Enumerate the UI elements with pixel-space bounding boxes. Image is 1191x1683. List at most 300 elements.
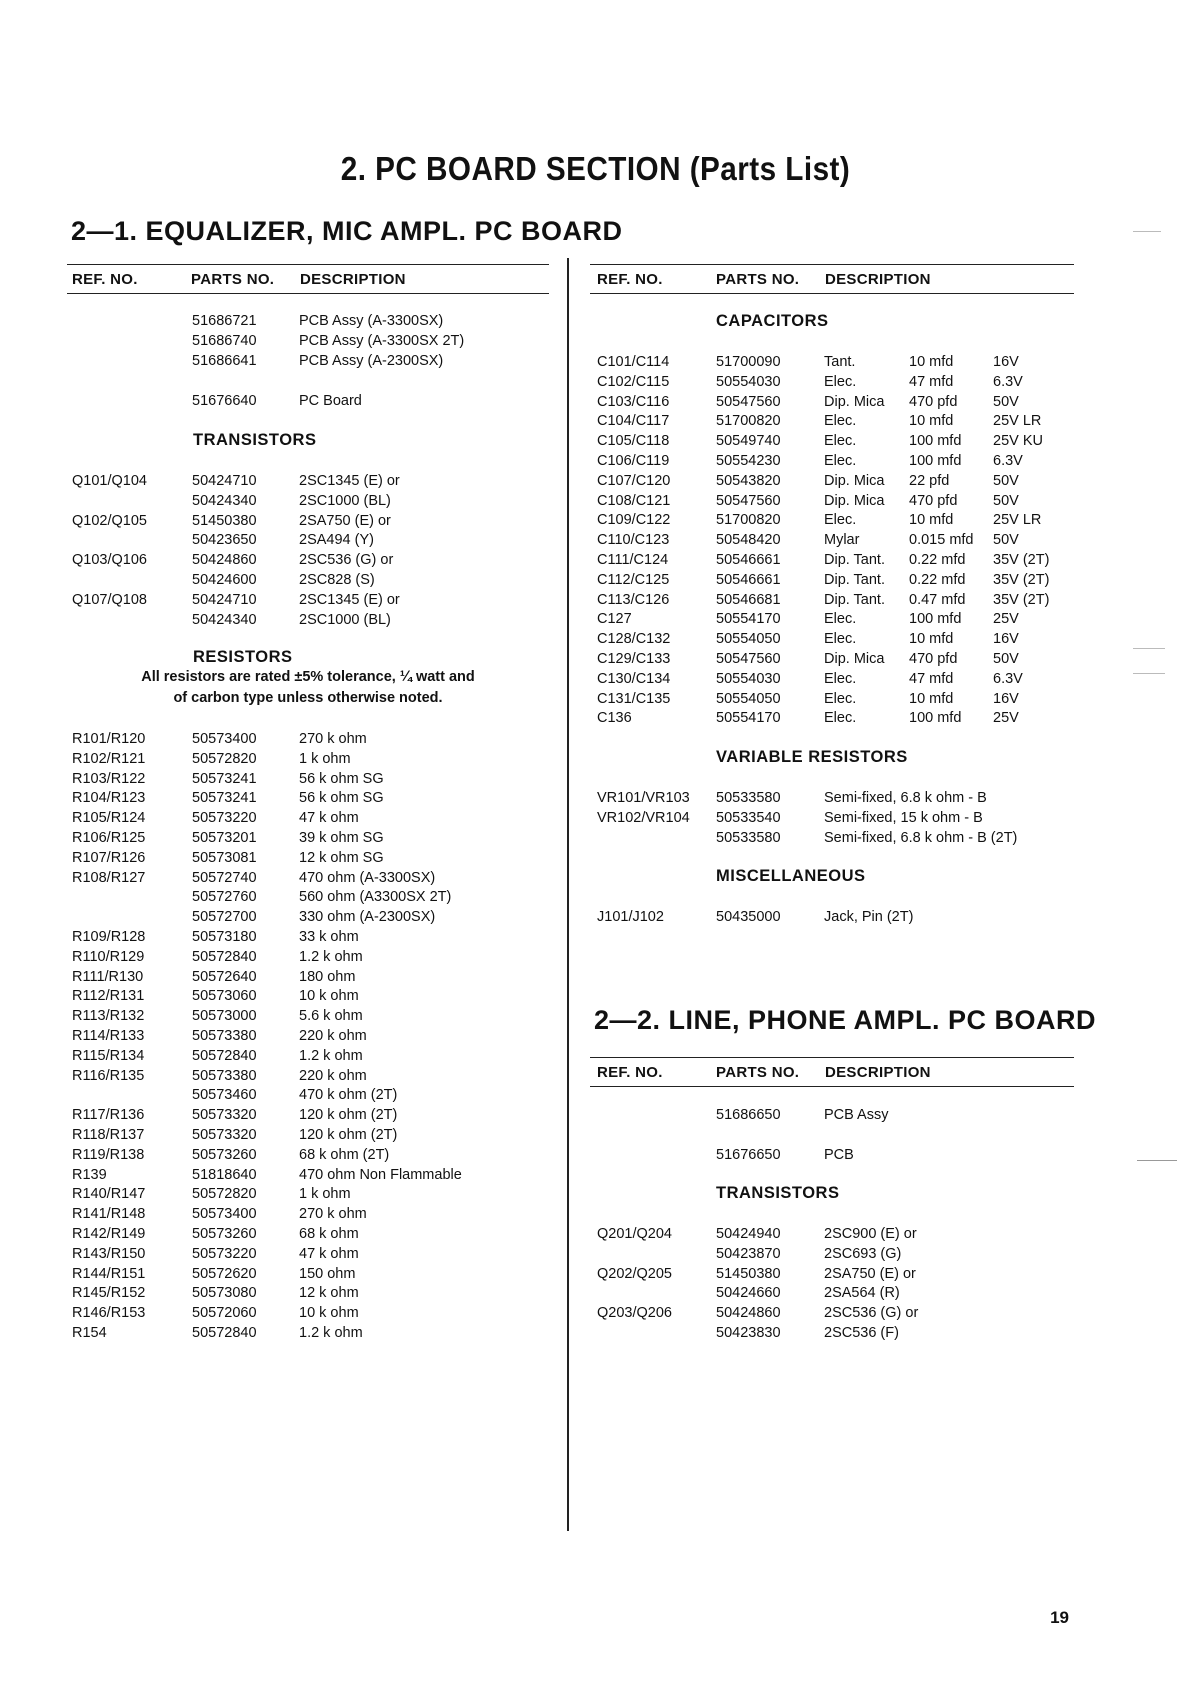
type-cell: Mylar (824, 532, 860, 549)
type-cell: Dip. Tant. (824, 571, 885, 588)
value-cell: 0.22 mfd (909, 571, 966, 588)
ref-no-cell: C104/C117 (597, 413, 670, 430)
ref-no-cell: Q201/Q204 (597, 1226, 672, 1242)
ref-no-cell: R119/R138 (72, 1146, 145, 1163)
ref-no-cell: R144/R151 (72, 1265, 146, 1282)
voltage-cell: 6.3V (993, 452, 1023, 469)
ref-no-cell: R146/R153 (72, 1305, 146, 1322)
voltage-cell: 25V (993, 611, 1019, 628)
table-row (72, 472, 542, 492)
part-no-cell: 50573180 (192, 928, 257, 945)
ref-no-cell: C130/C134 (597, 670, 671, 687)
description-cell: 2SA494 (Y) (299, 532, 374, 549)
table-row (597, 1225, 1077, 1245)
description-cell: 1 k ohm (299, 1186, 351, 1203)
ref-no-cell: R108/R127 (72, 869, 146, 886)
table-row (72, 928, 542, 948)
header-parts: PARTS NO. (191, 271, 275, 288)
table-row (72, 869, 542, 889)
part-no-cell: 50424340 (192, 611, 257, 628)
table-row (72, 1225, 542, 1245)
ref-no-cell: Q103/Q106 (72, 552, 147, 569)
part-no-cell: 50572840 (192, 948, 257, 965)
table-header-left (67, 264, 549, 294)
part-no-cell: 50572840 (192, 1047, 257, 1064)
description-cell: PCB Assy (824, 1107, 889, 1123)
table-row (597, 690, 1077, 710)
ref-no-cell: R106/R125 (72, 829, 146, 846)
scan-mark (1133, 673, 1165, 674)
table-row (597, 373, 1077, 393)
description-cell: 12 k ohm SG (299, 849, 384, 866)
description-cell: 5.6 k ohm (299, 1008, 363, 1025)
table-row (72, 888, 542, 908)
table-row (72, 809, 542, 829)
part-no-cell: 50546681 (716, 591, 781, 608)
value-cell: 100 mfd (909, 611, 962, 628)
value-cell: 100 mfd (909, 710, 962, 727)
table-row (72, 1284, 542, 1304)
voltage-cell: 16V (993, 631, 1019, 648)
table-row (72, 512, 542, 532)
value-cell: 100 mfd (909, 452, 962, 469)
column-divider (567, 258, 569, 1531)
value-cell: 0.22 mfd (909, 551, 966, 568)
ref-no-cell: C111/C124 (597, 551, 669, 568)
page-title: 2. PC BOARD SECTION (Parts List) (340, 150, 851, 187)
description-cell: 12 k ohm (299, 1285, 359, 1302)
pcb-assy-list (72, 312, 542, 371)
part-no-cell: 50573380 (192, 1067, 257, 1084)
ref-no-cell: C109/C122 (597, 512, 671, 529)
ref-no-cell: R102/R121 (72, 750, 146, 767)
ref-no-cell: C129/C133 (597, 650, 671, 667)
part-no-cell: 50572760 (192, 889, 257, 906)
voltage-cell: 50V (993, 492, 1019, 509)
description-cell: 47 k ohm (299, 1245, 359, 1262)
description-cell: 470 k ohm (2T) (299, 1087, 398, 1104)
value-cell: 10 mfd (909, 354, 954, 370)
table-row (72, 1007, 542, 1027)
description-cell: 1.2 k ohm (299, 948, 363, 965)
table-row (72, 312, 542, 332)
variable-resistors-list (597, 789, 1077, 848)
capacitors-list (597, 353, 1077, 729)
part-no-cell: 50554230 (716, 452, 781, 469)
table-row (72, 1245, 542, 1265)
type-cell: Elec. (824, 413, 857, 430)
table-row (72, 1265, 542, 1285)
value-cell: 22 pfd (909, 472, 950, 489)
part-no-cell: 50572060 (192, 1305, 257, 1322)
ref-no-cell: R118/R137 (72, 1126, 145, 1143)
part-no-cell: 50543820 (716, 472, 781, 489)
table-row (72, 829, 542, 849)
part-no-cell: 50554170 (716, 710, 781, 727)
value-cell: 10 mfd (909, 413, 954, 430)
table-row (597, 829, 1077, 849)
description-cell: 270 k ohm (299, 731, 367, 747)
resistors-list (72, 730, 542, 1344)
header-description: DESCRIPTION (825, 1064, 931, 1081)
description-cell: 2SC1000 (BL) (299, 611, 391, 628)
part-no-cell: 50572640 (192, 968, 257, 985)
ref-no-cell: C113/C126 (597, 591, 670, 608)
ref-no-cell: Q102/Q105 (72, 512, 147, 529)
table-row (72, 770, 542, 790)
part-no-cell: 50424660 (716, 1285, 781, 1302)
table-row (597, 1146, 1077, 1166)
part-no-cell: 50546661 (716, 571, 781, 588)
description-cell: 2SC1000 (BL) (299, 492, 391, 509)
part-no-cell: 50572700 (192, 909, 257, 926)
part-no-cell: 50573320 (192, 1107, 257, 1124)
part-no-cell: 50547560 (716, 393, 781, 410)
header-ref: REF. NO. (597, 1064, 663, 1081)
part-no-cell: 50435000 (716, 909, 781, 925)
part-no-cell: 50424860 (716, 1305, 781, 1322)
part-no-cell: 50573000 (192, 1008, 257, 1025)
table-row (72, 551, 542, 571)
table-row (72, 571, 542, 591)
table-row (597, 908, 1077, 928)
table-row (72, 1205, 542, 1225)
description-cell: PC Board (299, 393, 362, 409)
part-no-cell: 50573081 (192, 849, 257, 866)
table-row (72, 948, 542, 968)
part-no-cell: 50554030 (716, 670, 781, 687)
ref-no-cell: R112/R131 (72, 988, 145, 1005)
type-cell: Tant. (824, 354, 856, 370)
part-no-cell: 50573220 (192, 1245, 257, 1262)
table-row (72, 730, 542, 750)
table-row (72, 750, 542, 770)
part-no-cell: 50533580 (716, 829, 781, 846)
table-row (72, 789, 542, 809)
table-row (597, 1324, 1077, 1344)
ref-no-cell: R142/R149 (72, 1225, 146, 1242)
ref-no-cell: R115/R134 (72, 1047, 145, 1064)
part-no-cell: 50424710 (192, 591, 257, 608)
ref-no-cell: VR101/VR103 (597, 790, 690, 806)
ref-no-cell: C106/C119 (597, 452, 670, 469)
description-cell: 56 k ohm SG (299, 770, 384, 787)
part-no-cell: 50424600 (192, 571, 257, 588)
part-no-cell: 50572840 (192, 1324, 257, 1341)
voltage-cell: 50V (993, 532, 1019, 549)
description-cell: 220 k ohm (299, 1067, 367, 1084)
description-cell: 330 ohm (A-2300SX) (299, 909, 436, 926)
ref-no-cell: R101/R120 (72, 731, 146, 747)
table-row (597, 472, 1077, 492)
part-no-cell: 51676640 (192, 393, 257, 409)
s2-pcb-list (597, 1146, 1077, 1166)
table-row (72, 908, 542, 928)
description-cell: 33 k ohm (299, 928, 359, 945)
type-cell: Elec. (824, 710, 857, 727)
description-cell: 2SC536 (G) or (299, 552, 394, 569)
description-cell: 2SC900 (E) or (824, 1226, 917, 1242)
part-no-cell: 50572820 (192, 1186, 257, 1203)
table-row (597, 571, 1077, 591)
part-no-cell: 50573241 (192, 790, 257, 807)
description-cell: Semi-fixed, 6.8 k ohm - B (2T) (824, 829, 1018, 846)
part-no-cell: 50573260 (192, 1225, 257, 1242)
part-no-cell: 50547560 (716, 650, 781, 667)
header-ref: REF. NO. (72, 271, 138, 288)
part-no-cell: 50424710 (192, 473, 257, 489)
section-1-title: 2—1. EQUALIZER, MIC AMPL. PC BOARD (71, 216, 623, 246)
table-row (597, 670, 1077, 690)
table-row (72, 611, 542, 631)
table-row (72, 987, 542, 1007)
description-cell: 2SA750 (E) or (824, 1265, 916, 1282)
voltage-cell: 35V (2T) (993, 551, 1050, 568)
part-no-cell: 51450380 (192, 512, 257, 529)
table-row (597, 650, 1077, 670)
scan-mark (1133, 648, 1165, 649)
value-cell: 0.47 mfd (909, 591, 966, 608)
table-row (597, 412, 1077, 432)
s2-transistors-heading: TRANSISTORS (716, 1184, 840, 1202)
type-cell: Elec. (824, 631, 857, 648)
ref-no-cell: C110/C123 (597, 532, 670, 549)
section-2-title: 2—2. LINE, PHONE AMPL. PC BOARD (594, 1005, 1097, 1035)
ref-no-cell: C107/C120 (597, 472, 671, 489)
table-row (597, 809, 1077, 829)
description-cell: 2SC1345 (E) or (299, 473, 400, 489)
description-cell: 2SC536 (G) or (824, 1305, 919, 1322)
part-no-cell: 50423650 (192, 532, 257, 549)
part-no-cell: 50548420 (716, 532, 781, 549)
description-cell: 1.2 k ohm (299, 1324, 363, 1341)
value-cell: 10 mfd (909, 690, 954, 707)
table-row (72, 1106, 542, 1126)
part-no-cell: 50572740 (192, 869, 257, 886)
ref-no-cell: R141/R148 (72, 1206, 146, 1223)
part-no-cell: 50424340 (192, 492, 257, 509)
ref-no-cell: C112/C125 (597, 571, 670, 588)
table-row (597, 1304, 1077, 1324)
description-cell: 2SA564 (R) (824, 1285, 900, 1302)
value-cell: 47 mfd (909, 670, 954, 687)
ref-no-cell: R139 (72, 1166, 107, 1183)
part-no-cell: 51700090 (716, 354, 781, 370)
ref-no-cell: R111/R130 (72, 968, 144, 985)
part-no-cell: 50573320 (192, 1126, 257, 1143)
table-row (72, 1166, 542, 1186)
part-no-cell: 51686650 (716, 1107, 781, 1123)
part-no-cell: 50572820 (192, 750, 257, 767)
part-no-cell: 51686641 (192, 352, 257, 369)
description-cell: PCB Assy (A-3300SX 2T) (299, 332, 465, 349)
variable-resistors-heading: VARIABLE RESISTORS (716, 748, 908, 766)
description-cell: 220 k ohm (299, 1027, 367, 1044)
voltage-cell: 50V (993, 393, 1019, 410)
part-no-cell: 50549740 (716, 433, 781, 450)
table-row (597, 1106, 1077, 1126)
type-cell: Dip. Mica (824, 472, 885, 489)
description-cell: 1 k ohm (299, 750, 351, 767)
value-cell: 47 mfd (909, 373, 954, 390)
part-no-cell: 50573400 (192, 731, 257, 747)
value-cell: 470 pfd (909, 492, 958, 509)
description-cell: 120 k ohm (2T) (299, 1126, 398, 1143)
ref-no-cell: R154 (72, 1324, 107, 1341)
ref-no-cell: Q202/Q205 (597, 1265, 672, 1282)
voltage-cell: 6.3V (993, 373, 1023, 390)
description-cell: 270 k ohm (299, 1206, 367, 1223)
description-cell: 2SC828 (S) (299, 571, 375, 588)
table-header-right (590, 264, 1074, 294)
description-cell: PCB (824, 1147, 854, 1163)
ref-no-cell: C103/C116 (597, 393, 670, 410)
description-cell: 68 k ohm (299, 1225, 359, 1242)
type-cell: Elec. (824, 512, 857, 529)
header-description: DESCRIPTION (825, 271, 931, 288)
table-row (597, 551, 1077, 571)
description-cell: Semi-fixed, 6.8 k ohm - B (824, 790, 987, 806)
s2-pcb-assy-list (597, 1106, 1077, 1126)
ref-no-cell: R117/R136 (72, 1107, 145, 1124)
type-cell: Dip. Mica (824, 650, 885, 667)
ref-no-cell: C136 (597, 710, 632, 727)
transistors-list (72, 472, 542, 630)
type-cell: Dip. Tant. (824, 591, 885, 608)
table-row (72, 1185, 542, 1205)
part-no-cell: 50573080 (192, 1285, 257, 1302)
ref-no-cell: R114/R133 (72, 1027, 145, 1044)
table-row (597, 432, 1077, 452)
value-cell: 10 mfd (909, 512, 954, 529)
part-no-cell: 50554050 (716, 690, 781, 707)
voltage-cell: 50V (993, 650, 1019, 667)
table-row (597, 1284, 1077, 1304)
part-no-cell: 50546661 (716, 551, 781, 568)
page-number: 19 (1050, 1608, 1069, 1627)
type-cell: Elec. (824, 690, 857, 707)
part-no-cell: 50573460 (192, 1087, 257, 1104)
description-cell: 39 k ohm SG (299, 829, 384, 846)
table-row (597, 1265, 1077, 1285)
part-no-cell: 50573260 (192, 1146, 257, 1163)
ref-no-cell: R103/R122 (72, 770, 146, 787)
transistors-heading: TRANSISTORS (193, 431, 317, 449)
pc-board-list (72, 392, 542, 412)
header-parts: PARTS NO. (716, 1064, 800, 1081)
description-cell: PCB Assy (A-2300SX) (299, 352, 444, 369)
value-cell: 100 mfd (909, 433, 962, 450)
table-row (72, 1324, 542, 1344)
value-cell: 10 mfd (909, 631, 954, 648)
part-no-cell: 51686740 (192, 332, 257, 349)
part-no-cell: 50573060 (192, 988, 257, 1005)
ref-no-cell: Q101/Q104 (72, 473, 147, 489)
table-row (597, 630, 1077, 650)
description-cell: PCB Assy (A-3300SX) (299, 313, 444, 329)
resistors-heading: RESISTORS (193, 648, 293, 666)
part-no-cell: 50554170 (716, 611, 781, 628)
resistors-note-line1: All resistors are rated ±5% tolerance, ¼ watt and (141, 669, 475, 685)
description-cell: 1.2 k ohm (299, 1047, 363, 1064)
description-cell: 2SA750 (E) or (299, 512, 391, 529)
type-cell: Elec. (824, 373, 857, 390)
ref-no-cell: C108/C121 (597, 492, 671, 509)
ref-no-cell: R116/R135 (72, 1067, 145, 1084)
part-no-cell: 51700820 (716, 413, 781, 430)
ref-no-cell: C128/C132 (597, 631, 671, 648)
ref-no-cell: VR102/VR104 (597, 809, 690, 826)
description-cell: 180 ohm (299, 968, 356, 985)
table-row (597, 452, 1077, 472)
part-no-cell: 50573201 (192, 829, 257, 846)
part-no-cell: 50573400 (192, 1206, 257, 1223)
ref-no-cell: J101/J102 (597, 909, 664, 925)
description-cell: 2SC693 (G) (824, 1245, 902, 1262)
table-row (597, 511, 1077, 531)
miscellaneous-list (597, 908, 1077, 928)
part-no-cell: 50533580 (716, 790, 781, 806)
part-no-cell: 51818640 (192, 1166, 257, 1183)
ref-no-cell: Q203/Q206 (597, 1305, 672, 1322)
table-row (72, 1067, 542, 1087)
type-cell: Elec. (824, 670, 857, 687)
description-cell: 47 k ohm (299, 810, 359, 827)
table-header-section2 (590, 1057, 1074, 1087)
table-row (72, 968, 542, 988)
voltage-cell: 35V (2T) (993, 571, 1050, 588)
part-no-cell: 50573220 (192, 810, 257, 827)
voltage-cell: 50V (993, 472, 1019, 489)
table-row (72, 1086, 542, 1106)
part-no-cell: 50547560 (716, 492, 781, 509)
table-row (597, 591, 1077, 611)
table-row (72, 392, 542, 412)
scan-mark (1137, 1160, 1177, 1161)
voltage-cell: 6.3V (993, 670, 1023, 687)
ref-no-cell: Q107/Q108 (72, 591, 147, 608)
part-no-cell: 50423870 (716, 1245, 781, 1262)
table-row (597, 789, 1077, 809)
table-row (72, 849, 542, 869)
scan-mark (1133, 231, 1161, 232)
table-row (597, 393, 1077, 413)
voltage-cell: 25V KU (993, 433, 1043, 450)
part-no-cell: 50572620 (192, 1265, 257, 1282)
table-row (597, 1245, 1077, 1265)
table-row (72, 591, 542, 611)
description-cell: 68 k ohm (2T) (299, 1146, 390, 1163)
part-no-cell: 51450380 (716, 1265, 781, 1282)
header-description: DESCRIPTION (300, 271, 406, 288)
voltage-cell: 25V LR (993, 413, 1042, 430)
type-cell: Dip. Tant. (824, 551, 885, 568)
part-no-cell: 50423830 (716, 1324, 781, 1341)
ref-no-cell: R113/R132 (72, 1008, 145, 1025)
table-row (72, 531, 542, 551)
voltage-cell: 16V (993, 354, 1019, 370)
value-cell: 470 pfd (909, 393, 958, 410)
ref-no-cell: R110/R129 (72, 948, 145, 965)
type-cell: Elec. (824, 433, 857, 450)
description-cell: 120 k ohm (2T) (299, 1107, 398, 1124)
description-cell: 10 k ohm (299, 1305, 359, 1322)
part-no-cell: 50573380 (192, 1027, 257, 1044)
header-ref: REF. NO. (597, 271, 663, 288)
ref-no-cell: R140/R147 (72, 1186, 146, 1203)
description-cell: Jack, Pin (2T) (824, 909, 914, 925)
part-no-cell: 50424860 (192, 552, 257, 569)
